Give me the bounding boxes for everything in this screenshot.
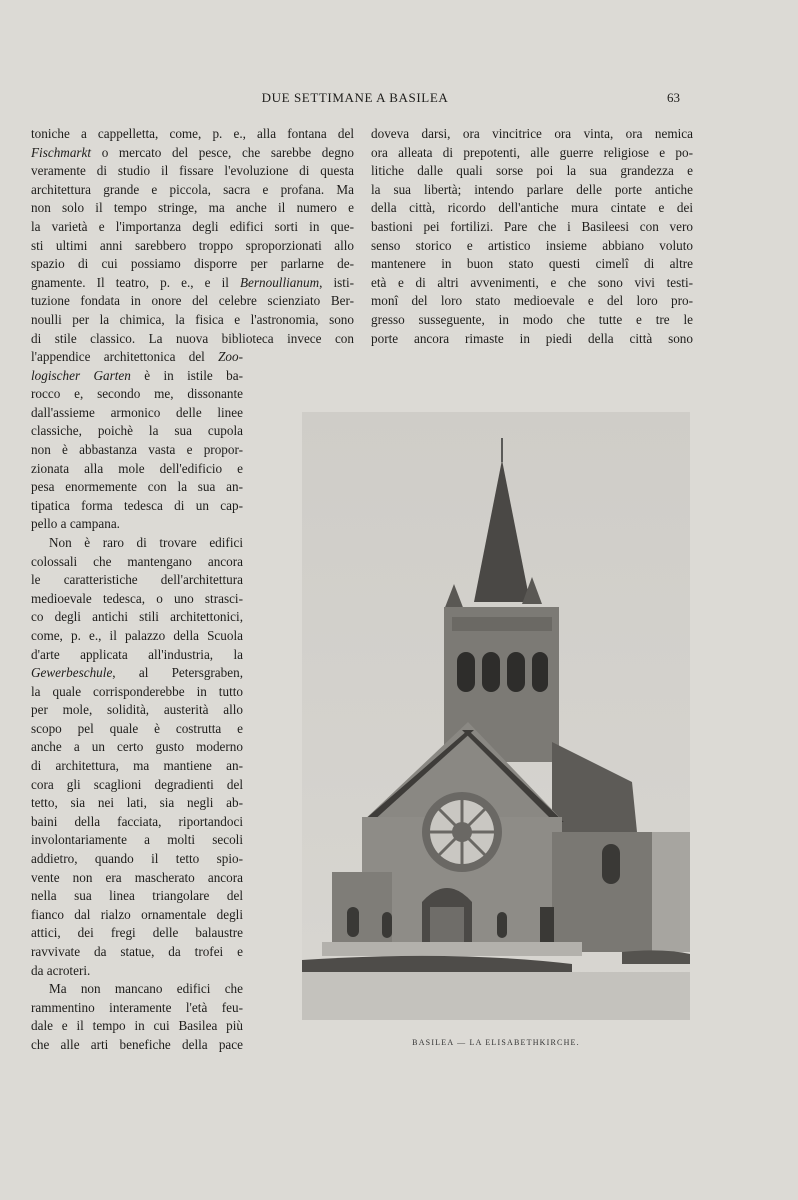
italic-term: Zoo- (218, 349, 243, 364)
text-line: litiche dalle quali sorse poi la sua grandezza e (371, 163, 693, 179)
text-line: involontariamente a molti secoli (31, 832, 243, 848)
text-line: ravvivate da statue, da trofei e (31, 944, 243, 959)
text-line: rammentino interamente l'età feu- (31, 999, 243, 1015)
figure-caption: BASILEA — LA ELISABETHKIRCHE. (412, 1038, 580, 1047)
text-line: mantenere in buon stato questi cimelî di altre (371, 256, 693, 272)
text-line: spazio di cui possiamo disporre per parlarne de- (31, 256, 354, 272)
text-line: da acroteri. (31, 962, 91, 978)
text-line: medioevale tedesca, o uno strasci- (31, 590, 243, 606)
text-run: o mercato del pesce, che sarebbe degno (91, 144, 354, 160)
text-line: della città, ricordo dell'antiche mura cintate e dei (371, 200, 693, 216)
text-line: senso storico e artistico insieme abbiano voluto (371, 237, 693, 253)
text-line: colossali che mantengano ancora (31, 553, 243, 569)
text-line: noulli per la chimica, la fisica e l'astronomia, sono (31, 311, 354, 327)
italic-term: Gewerbeschule (31, 665, 113, 681)
right-column-top (371, 125, 693, 348)
text-run: l'appendice architettonica del (31, 349, 219, 364)
text-line: di stile classico. La nuova biblioteca invece con (31, 330, 354, 346)
text-line: dale e il tempo in cui Basilea più (31, 1018, 243, 1034)
text-line: età e di altri avvenimenti, e che sono vivi testi- (371, 274, 693, 290)
text-line: Ma non mancano edifici che (49, 981, 243, 997)
text-line: la quale corrisponderebbe in tutto (31, 683, 243, 699)
text-run: , al Petersgraben, (112, 665, 243, 681)
italic-term: Fischmarkt (31, 144, 92, 160)
text-line: come, p. e., il palazzo della Scuola (31, 627, 243, 643)
text-line: tipatica forma tedesca di un cap- (31, 497, 243, 513)
text-line: pesa enormemente con la sua an- (31, 479, 243, 495)
text-line: la varietà e l'importanza degli edifici sorti in que- (31, 218, 354, 234)
left-column-top (31, 125, 354, 348)
text-line: dall'assieme armonico delle linee (31, 404, 243, 420)
text-line (31, 348, 243, 367)
left-column-narrow (31, 348, 243, 1055)
text-line: addietro, quando il tetto spio- (31, 851, 243, 867)
text-line: vente non era mascherato ancora (31, 869, 243, 885)
text-line: co degli antichi stili architettonici, (31, 609, 243, 625)
text-line: le caratteristiche dell'architettura (31, 572, 243, 588)
text-line (31, 664, 243, 683)
text-line: zionata alla mole dell'edificio e (31, 460, 243, 476)
text-run: , isti- (319, 274, 354, 290)
text-line: scopo pel quale è costrutta e (31, 720, 243, 736)
text-line: attici, dei fregi delle balaustre (31, 925, 243, 941)
text-line: non è abbastanza vasta e propor- (31, 441, 243, 457)
text-line: per mole, solidità, austerità allo (31, 702, 243, 718)
text-line: di architettura, ma mantiene an- (31, 758, 243, 774)
text-line: doveva darsi, ora vincitrice ora vinta, ora nemica (371, 126, 693, 141)
text-line: sti ultimi anni sarebbero troppo sproporzionati allo (31, 237, 354, 253)
church-photograph (302, 412, 690, 1020)
text-line: tetto, sia nei lati, sia negli ab- (31, 795, 243, 811)
text-line (31, 367, 243, 386)
page-number: 63 (667, 90, 680, 105)
text-line: tuzione fondata in onore del celebre scienziato Ber- (31, 293, 354, 309)
text-line: fianco dal rialzo ornamentale degli (31, 906, 243, 922)
text-line: classiche, poichè la sua cupola (31, 423, 243, 439)
text-line: architettura grande e piccola, sacra e profana. Ma (31, 181, 354, 197)
text-line: gresso susseguente, in modo che tutte e tre le (371, 311, 693, 327)
text-line: nella sua linea triangolare del (31, 888, 243, 904)
text-line: toniche a cappelletta, come, p. e., alla fontana del (31, 126, 354, 141)
text-line: baini della facciata, riportandoci (31, 813, 243, 829)
text-line: la sua libertà; intendo parlare delle porte antiche (371, 181, 693, 197)
text-run: è in istile ba- (130, 367, 243, 383)
text-line: non solo il tempo stringe, ma anche il numero e (31, 200, 354, 216)
text-line (31, 144, 354, 163)
text-line: porte ancora rimaste in piedi della città sono (371, 330, 693, 346)
text-line (31, 274, 354, 293)
text-line: anche a un certo gusto moderno (31, 739, 243, 755)
text-line: pello a campana. (31, 516, 120, 532)
text-line: bastioni pei fortilizi. Pare che i Basileesi con vero (371, 218, 693, 234)
text-line: cora gli scaglioni degradienti del (31, 776, 243, 792)
text-line: veramente di studio il fissare l'evoluzione di questa (31, 163, 354, 179)
text-line: che alle arti benefiche della pace (31, 1036, 243, 1052)
running-title: DUE SETTIMANE A BASILEA (261, 90, 449, 105)
text-run: gnamente. Il teatro, p. e., e il (31, 274, 240, 290)
text-line: Non è raro di trovare edifici (49, 534, 243, 550)
italic-term: Bernoullianum (239, 274, 320, 290)
text-line: d'arte applicata all'industria, la (31, 646, 243, 662)
text-line: rocco e, secondo me, dissonante (31, 386, 243, 402)
text-line: monî del loro stato medioevale e del loro pro- (371, 293, 693, 309)
text-line: ora alleata di prepotenti, alle guerre religiose e po- (371, 144, 693, 160)
italic-term: logischer Garten (31, 367, 131, 383)
